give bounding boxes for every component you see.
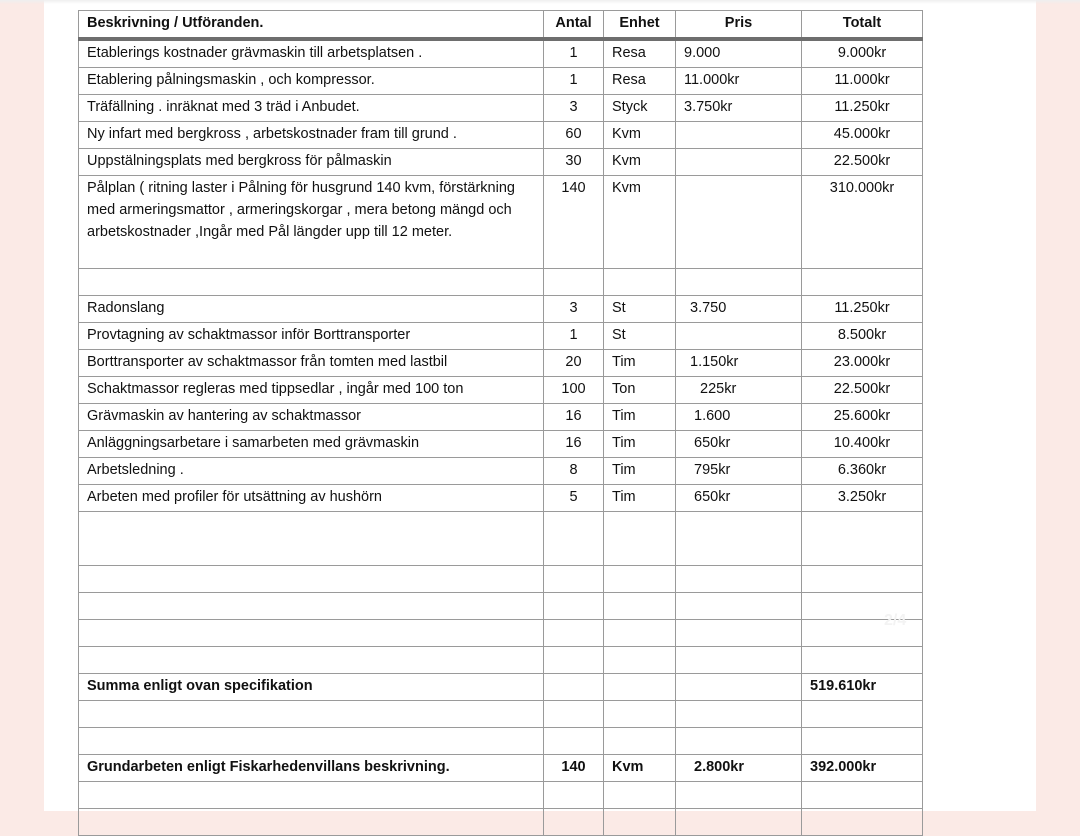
row-price: 3.750kr xyxy=(676,95,802,122)
empty-cell xyxy=(544,512,604,566)
row-description: Etablering pålningsmaskin , och kompressor. xyxy=(79,68,544,95)
empty-cell xyxy=(676,809,802,836)
header-price: Pris xyxy=(676,11,802,40)
row-price: 650kr xyxy=(676,485,802,512)
empty-cell xyxy=(802,728,923,755)
empty-cell xyxy=(604,593,676,620)
table-row xyxy=(79,39,923,68)
empty-cell xyxy=(604,647,676,674)
row-quantity: 16 xyxy=(544,431,604,458)
row-quantity: 1 xyxy=(544,68,604,95)
row-quantity: 3 xyxy=(544,95,604,122)
empty-cell xyxy=(604,620,676,647)
row-unit: Tim xyxy=(604,458,676,485)
empty-row xyxy=(79,728,923,755)
empty-cell xyxy=(802,647,923,674)
row-price: 3.750 xyxy=(676,296,802,323)
empty-row xyxy=(79,647,923,674)
alternative-price: 2.800kr xyxy=(676,755,802,782)
row-quantity: 60 xyxy=(544,122,604,149)
empty-cell xyxy=(802,512,923,566)
empty-cell xyxy=(676,512,802,566)
row-price: 1.600 xyxy=(676,404,802,431)
empty-row xyxy=(79,701,923,728)
empty-cell xyxy=(802,566,923,593)
empty-cell xyxy=(802,809,923,836)
row-quantity: 8 xyxy=(544,458,604,485)
table-row xyxy=(79,458,923,485)
row-total: 23.000kr xyxy=(802,350,923,377)
table-row xyxy=(79,95,923,122)
empty-cell xyxy=(604,674,676,701)
empty-cell xyxy=(79,512,544,566)
row-total: 45.000kr xyxy=(802,122,923,149)
row-price: 9.000 xyxy=(676,39,802,68)
row-quantity: 16 xyxy=(544,404,604,431)
row-description: Träfällning . inräknat med 3 träd i Anbudet. xyxy=(79,95,544,122)
alternative-quantity: 140 xyxy=(544,755,604,782)
header-total: Totalt xyxy=(802,11,923,40)
empty-cell xyxy=(79,566,544,593)
empty-row xyxy=(79,566,923,593)
empty-cell xyxy=(79,728,544,755)
row-unit: Tim xyxy=(604,350,676,377)
row-total: 310.000kr xyxy=(802,176,923,269)
empty-cell xyxy=(604,728,676,755)
row-description: Arbeten med profiler för utsättning av hushörn xyxy=(79,485,544,512)
empty-cell xyxy=(676,269,802,296)
empty-cell xyxy=(79,782,544,809)
empty-cell xyxy=(604,512,676,566)
table-row xyxy=(79,350,923,377)
empty-cell xyxy=(79,809,544,836)
row-total: 10.400kr xyxy=(802,431,923,458)
row-description: Provtagning av schaktmassor inför Borttransporter xyxy=(79,323,544,350)
row-description: Uppstälningsplats med bergkross för pålmaskin xyxy=(79,149,544,176)
table-row xyxy=(79,431,923,458)
empty-cell xyxy=(676,782,802,809)
row-quantity: 140 xyxy=(544,176,604,269)
row-price xyxy=(676,149,802,176)
empty-cell xyxy=(802,269,923,296)
row-quantity: 1 xyxy=(544,323,604,350)
row-total: 9.000kr xyxy=(802,39,923,68)
row-quantity: 30 xyxy=(544,149,604,176)
row-total: 25.600kr xyxy=(802,404,923,431)
header-description: Beskrivning / Utföranden. xyxy=(79,11,544,40)
empty-cell xyxy=(79,620,544,647)
empty-cell xyxy=(544,701,604,728)
table-row xyxy=(79,68,923,95)
table-row xyxy=(79,323,923,350)
row-unit: Resa xyxy=(604,39,676,68)
row-total: 8.500kr xyxy=(802,323,923,350)
summary-total: 519.610kr xyxy=(802,674,923,701)
empty-cell xyxy=(604,809,676,836)
row-price: 795kr xyxy=(676,458,802,485)
row-unit: Tim xyxy=(604,485,676,512)
header-quantity: Antal xyxy=(544,11,604,40)
empty-cell xyxy=(544,647,604,674)
empty-cell xyxy=(544,269,604,296)
empty-row xyxy=(79,593,923,620)
row-description: Schaktmassor regleras med tippsedlar , ingår med 100 ton xyxy=(79,377,544,404)
empty-cell xyxy=(802,782,923,809)
row-unit: Resa xyxy=(604,68,676,95)
row-total: 22.500kr xyxy=(802,377,923,404)
summary-label: Summa enligt ovan specifikation xyxy=(79,674,544,701)
cost-specification-table xyxy=(78,10,923,836)
alternative-unit: Kvm xyxy=(604,755,676,782)
row-total: 11.000kr xyxy=(802,68,923,95)
empty-cell xyxy=(802,701,923,728)
page-indicator: 2/4 xyxy=(884,612,907,629)
empty-cell xyxy=(676,647,802,674)
row-price: 11.000kr xyxy=(676,68,802,95)
table-row xyxy=(79,404,923,431)
page-top-shadow xyxy=(0,0,1080,4)
alternative-row xyxy=(79,755,923,782)
row-unit: Kvm xyxy=(604,122,676,149)
row-quantity: 20 xyxy=(544,350,604,377)
table-header-row xyxy=(79,11,923,40)
row-description: Radonslang xyxy=(79,296,544,323)
empty-cell xyxy=(544,674,604,701)
row-description: Pålplan ( ritning laster i Pålning för husgrund 140 kvm, förstärkning med armeringsmattor , armeringskorgar , mera betong mängd och arbetskostnader ,Ingår med Pål längder upp till 12 meter. xyxy=(79,176,544,269)
empty-cell xyxy=(676,674,802,701)
row-price: 225kr xyxy=(676,377,802,404)
row-total: 22.500kr xyxy=(802,149,923,176)
table-row xyxy=(79,149,923,176)
row-unit: Tim xyxy=(604,431,676,458)
empty-cell xyxy=(604,269,676,296)
row-total: 11.250kr xyxy=(802,296,923,323)
empty-cell xyxy=(676,620,802,647)
empty-cell xyxy=(544,728,604,755)
empty-cell xyxy=(544,809,604,836)
empty-cell xyxy=(604,782,676,809)
empty-cell xyxy=(79,593,544,620)
row-description: Anläggningsarbetare i samarbeten med grävmaskin xyxy=(79,431,544,458)
row-unit: Tim xyxy=(604,404,676,431)
empty-cell xyxy=(676,701,802,728)
header-unit: Enhet xyxy=(604,11,676,40)
table-row xyxy=(79,296,923,323)
row-price xyxy=(676,176,802,269)
row-unit: St xyxy=(604,323,676,350)
row-description: Grävmaskin av hantering av schaktmassor xyxy=(79,404,544,431)
row-quantity: 3 xyxy=(544,296,604,323)
empty-cell xyxy=(544,782,604,809)
empty-cell xyxy=(79,269,544,296)
row-quantity: 100 xyxy=(544,377,604,404)
row-total: 6.360kr xyxy=(802,458,923,485)
row-description: Borttransporter av schaktmassor från tomten med lastbil xyxy=(79,350,544,377)
table-row xyxy=(79,485,923,512)
alternative-description: Grundarbeten enligt Fiskarhedenvillans beskrivning. xyxy=(79,755,544,782)
empty-cell xyxy=(676,566,802,593)
row-unit: Kvm xyxy=(604,176,676,269)
table-row xyxy=(79,377,923,404)
row-quantity: 1 xyxy=(544,39,604,68)
table-row xyxy=(79,176,923,269)
row-quantity: 5 xyxy=(544,485,604,512)
empty-row xyxy=(79,512,923,566)
row-unit: St xyxy=(604,296,676,323)
row-description: Ny infart med bergkross , arbetskostnader fram till grund . xyxy=(79,122,544,149)
empty-row xyxy=(79,809,923,836)
row-price xyxy=(676,323,802,350)
empty-row xyxy=(79,269,923,296)
row-total: 3.250kr xyxy=(802,485,923,512)
row-description: Arbetsledning . xyxy=(79,458,544,485)
row-price xyxy=(676,122,802,149)
row-price: 650kr xyxy=(676,431,802,458)
table-row xyxy=(79,122,923,149)
empty-cell xyxy=(676,728,802,755)
empty-cell xyxy=(79,701,544,728)
empty-cell xyxy=(544,566,604,593)
empty-cell xyxy=(676,593,802,620)
empty-row xyxy=(79,782,923,809)
empty-cell xyxy=(544,593,604,620)
empty-cell xyxy=(544,620,604,647)
empty-cell xyxy=(604,566,676,593)
row-total: 11.250kr xyxy=(802,95,923,122)
alternative-total: 392.000kr xyxy=(802,755,923,782)
row-price: 1.150kr xyxy=(676,350,802,377)
empty-row xyxy=(79,620,923,647)
row-unit: Styck xyxy=(604,95,676,122)
summary-row xyxy=(79,674,923,701)
row-unit: Ton xyxy=(604,377,676,404)
row-unit: Kvm xyxy=(604,149,676,176)
empty-cell xyxy=(604,701,676,728)
empty-cell xyxy=(79,647,544,674)
row-description: Etablerings kostnader grävmaskin till arbetsplatsen . xyxy=(79,39,544,68)
